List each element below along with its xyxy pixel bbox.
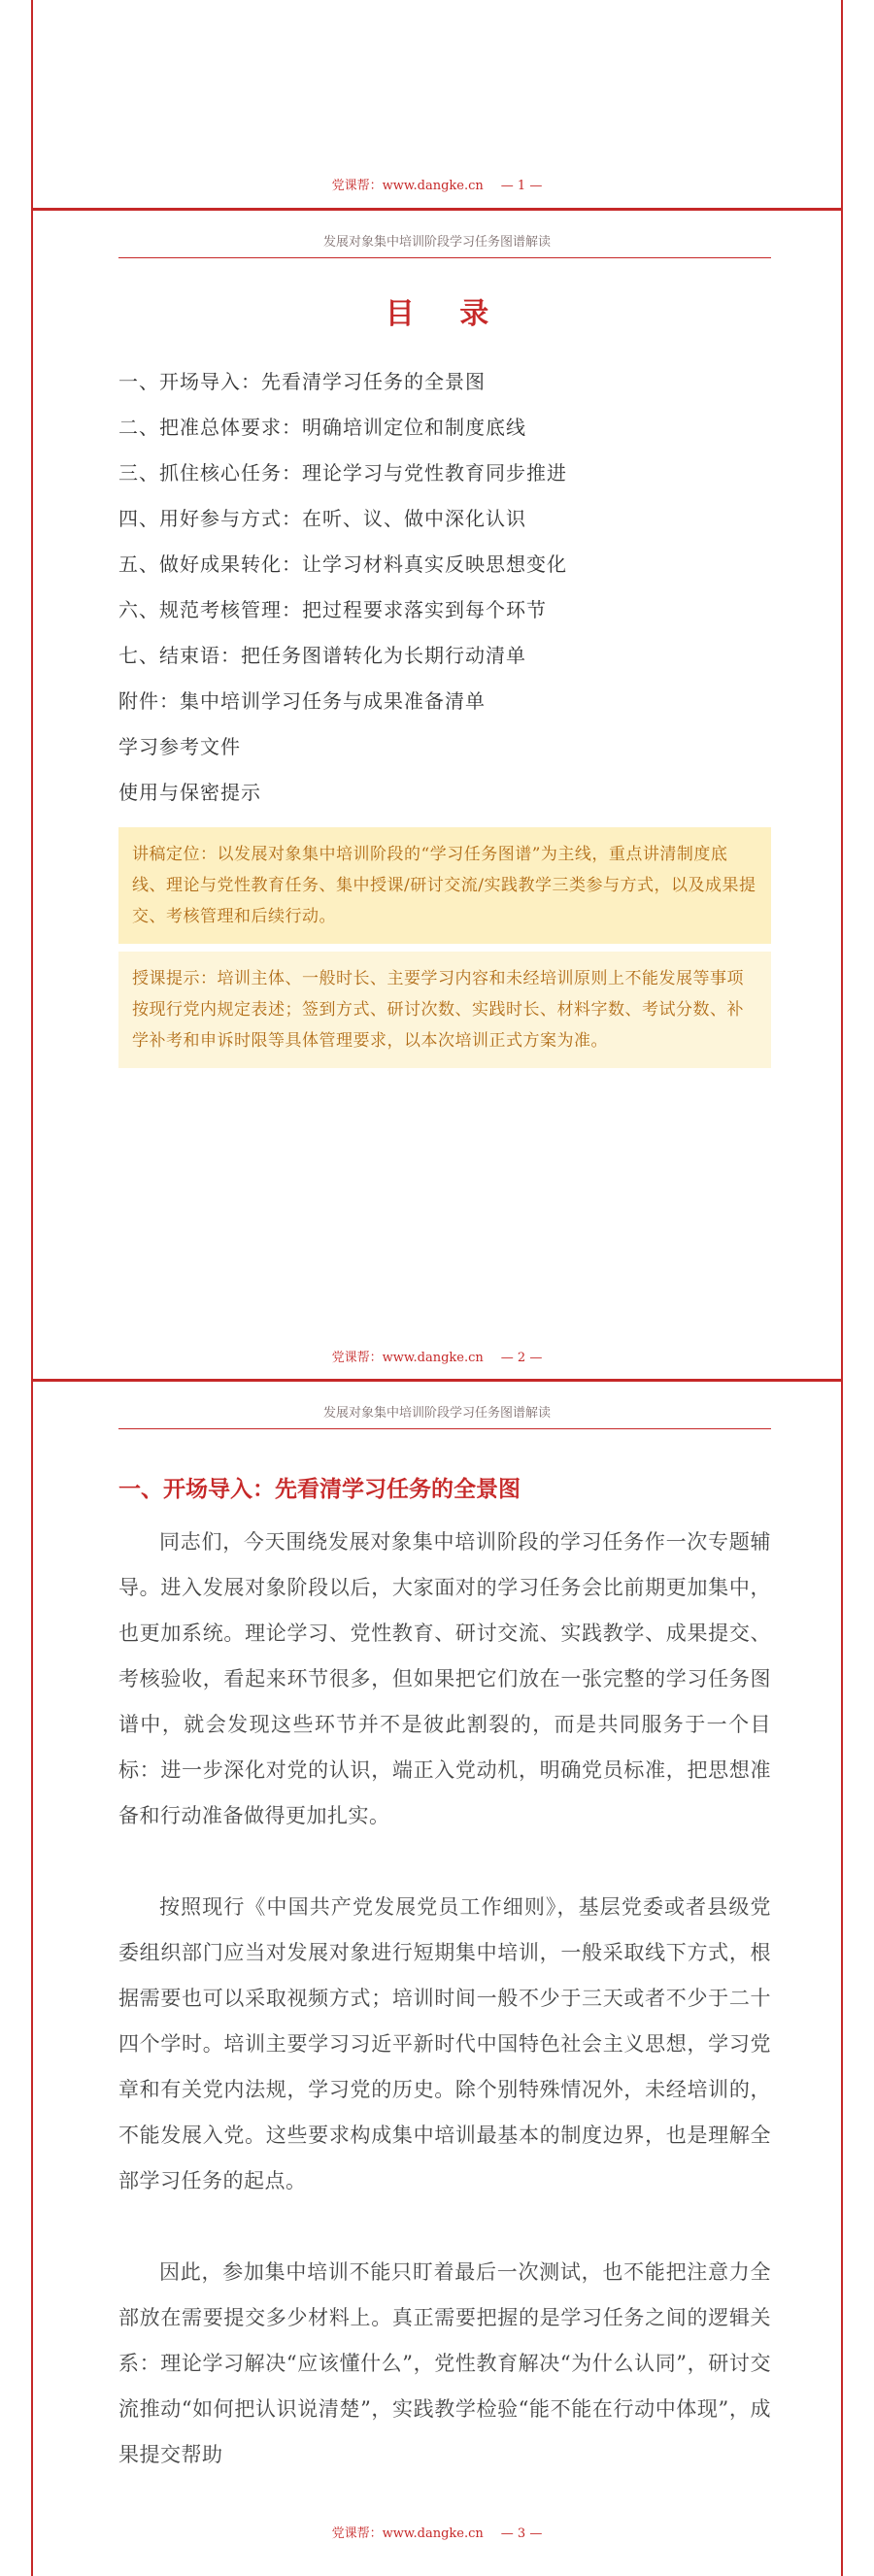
toc-item: 六、规范考核管理：把过程要求落实到每个环节 <box>118 598 547 621</box>
page-footer <box>0 175 874 193</box>
footer-site: 党课帮：www.dangke.cn <box>331 2526 484 2541</box>
toc-item: 使用与保密提示 <box>118 781 261 804</box>
running-header: 发展对象集中培训阶段学习任务图谱解读 <box>322 1406 551 1421</box>
toc-title: 目 录 <box>385 297 507 331</box>
toc-item: 学习参考文件 <box>118 735 241 758</box>
teaching-tip-note: 授课提示：培训主体、一般时长、主要学习内容和未经培训原则上不能发展等事项按现行党内规定表述；签到方式、研讨次数、实践时长、材料字数、考试分数、补学补考和申诉时限等具体管理要求，以本次培训正式方案为准。 <box>118 952 771 1068</box>
page-number: — 1 — <box>500 179 543 193</box>
body-paragraph: 因此，参加集中培训不能只盯着最后一次测试，也不能把注意力全部放在需要提交多少材料上。真正需要把握的是学习任务之间的逻辑关系：理论学习解决“应该懂什么”，党性教育解决“为什么认同”，研讨交流推动“如何把认识说清楚”，实践教学检验“能不能在行动中体现”，成果提交帮助 <box>118 2260 771 2466</box>
body-paragraph: 同志们，今天围绕发展对象集中培训阶段的学习任务作一次专题辅导。进入发展对象阶段以后，大家面对的学习任务会比前期更加集中，也更加系统。理论学习、党性教育、研讨交流、实践教学、成果提交、考核验收，看起来环节很多，但如果把它们放在一张完整的学习任务图谱中，就会发现这些环节并不是彼此割裂的，而是共同服务于一个目标：进一步深化对党的认识，端正入党动机，明确党员标准，把思想准备和行动准备做得更加扎实。 <box>118 1530 771 1827</box>
positioning-note: 讲稿定位：以发展对象集中培训阶段的“学习任务图谱”为主线，重点讲清制度底线、理论与党性教育任务、集中授课/研讨交流/实践教学三类参与方式，以及成果提交、考核管理和后续行动。 <box>118 827 771 944</box>
section-title: 一、开场导入：先看清学习任务的全景图 <box>118 1476 521 1502</box>
body-paragraph: 按照现行《中国共产党发展党员工作细则》，基层党委或者县级党委组织部门应当对发展对象进行短期集中培训，一般采取线下方式，根据需要也可以采取视频方式；培训时间一般不少于三天或者不少于二十四个学时。培训主要学习习近平新时代中国特色社会主义思想，学习党章和有关党内法规，学习党的历史。除个别特殊情况外，未经培训的，不能发展入党。这些要求构成集中培训最基本的制度边界，也是理解全部学习任务的起点。 <box>118 1895 771 2192</box>
toc-item: 一、开场导入：先看清学习任务的全景图 <box>118 370 486 393</box>
toc-item: 附件：集中培训学习任务与成果准备清单 <box>118 689 486 713</box>
footer-site: 党课帮：www.dangke.cn <box>331 1351 484 1365</box>
running-header: 发展对象集中培训阶段学习任务图谱解读 <box>322 235 551 250</box>
page-footer <box>0 2523 874 2541</box>
toc-item: 四、用好参与方式：在听、议、做中深化认识 <box>118 507 526 530</box>
page-number: — 3 — <box>500 2526 543 2541</box>
header-rule <box>118 1428 771 1429</box>
page-number: — 2 — <box>500 1351 543 1365</box>
toc-item: 七、结束语：把任务图谱转化为长期行动清单 <box>118 644 526 667</box>
toc-item: 二、把准总体要求：明确培训定位和制度底线 <box>118 416 526 439</box>
header-rule <box>118 257 771 258</box>
footer-site: 党课帮：www.dangke.cn <box>331 179 484 193</box>
toc-item: 五、做好成果转化：让学习材料真实反映思想变化 <box>118 552 567 576</box>
toc-item: 三、抓住核心任务：理论学习与党性教育同步推进 <box>118 461 567 485</box>
page-footer <box>0 1347 874 1365</box>
